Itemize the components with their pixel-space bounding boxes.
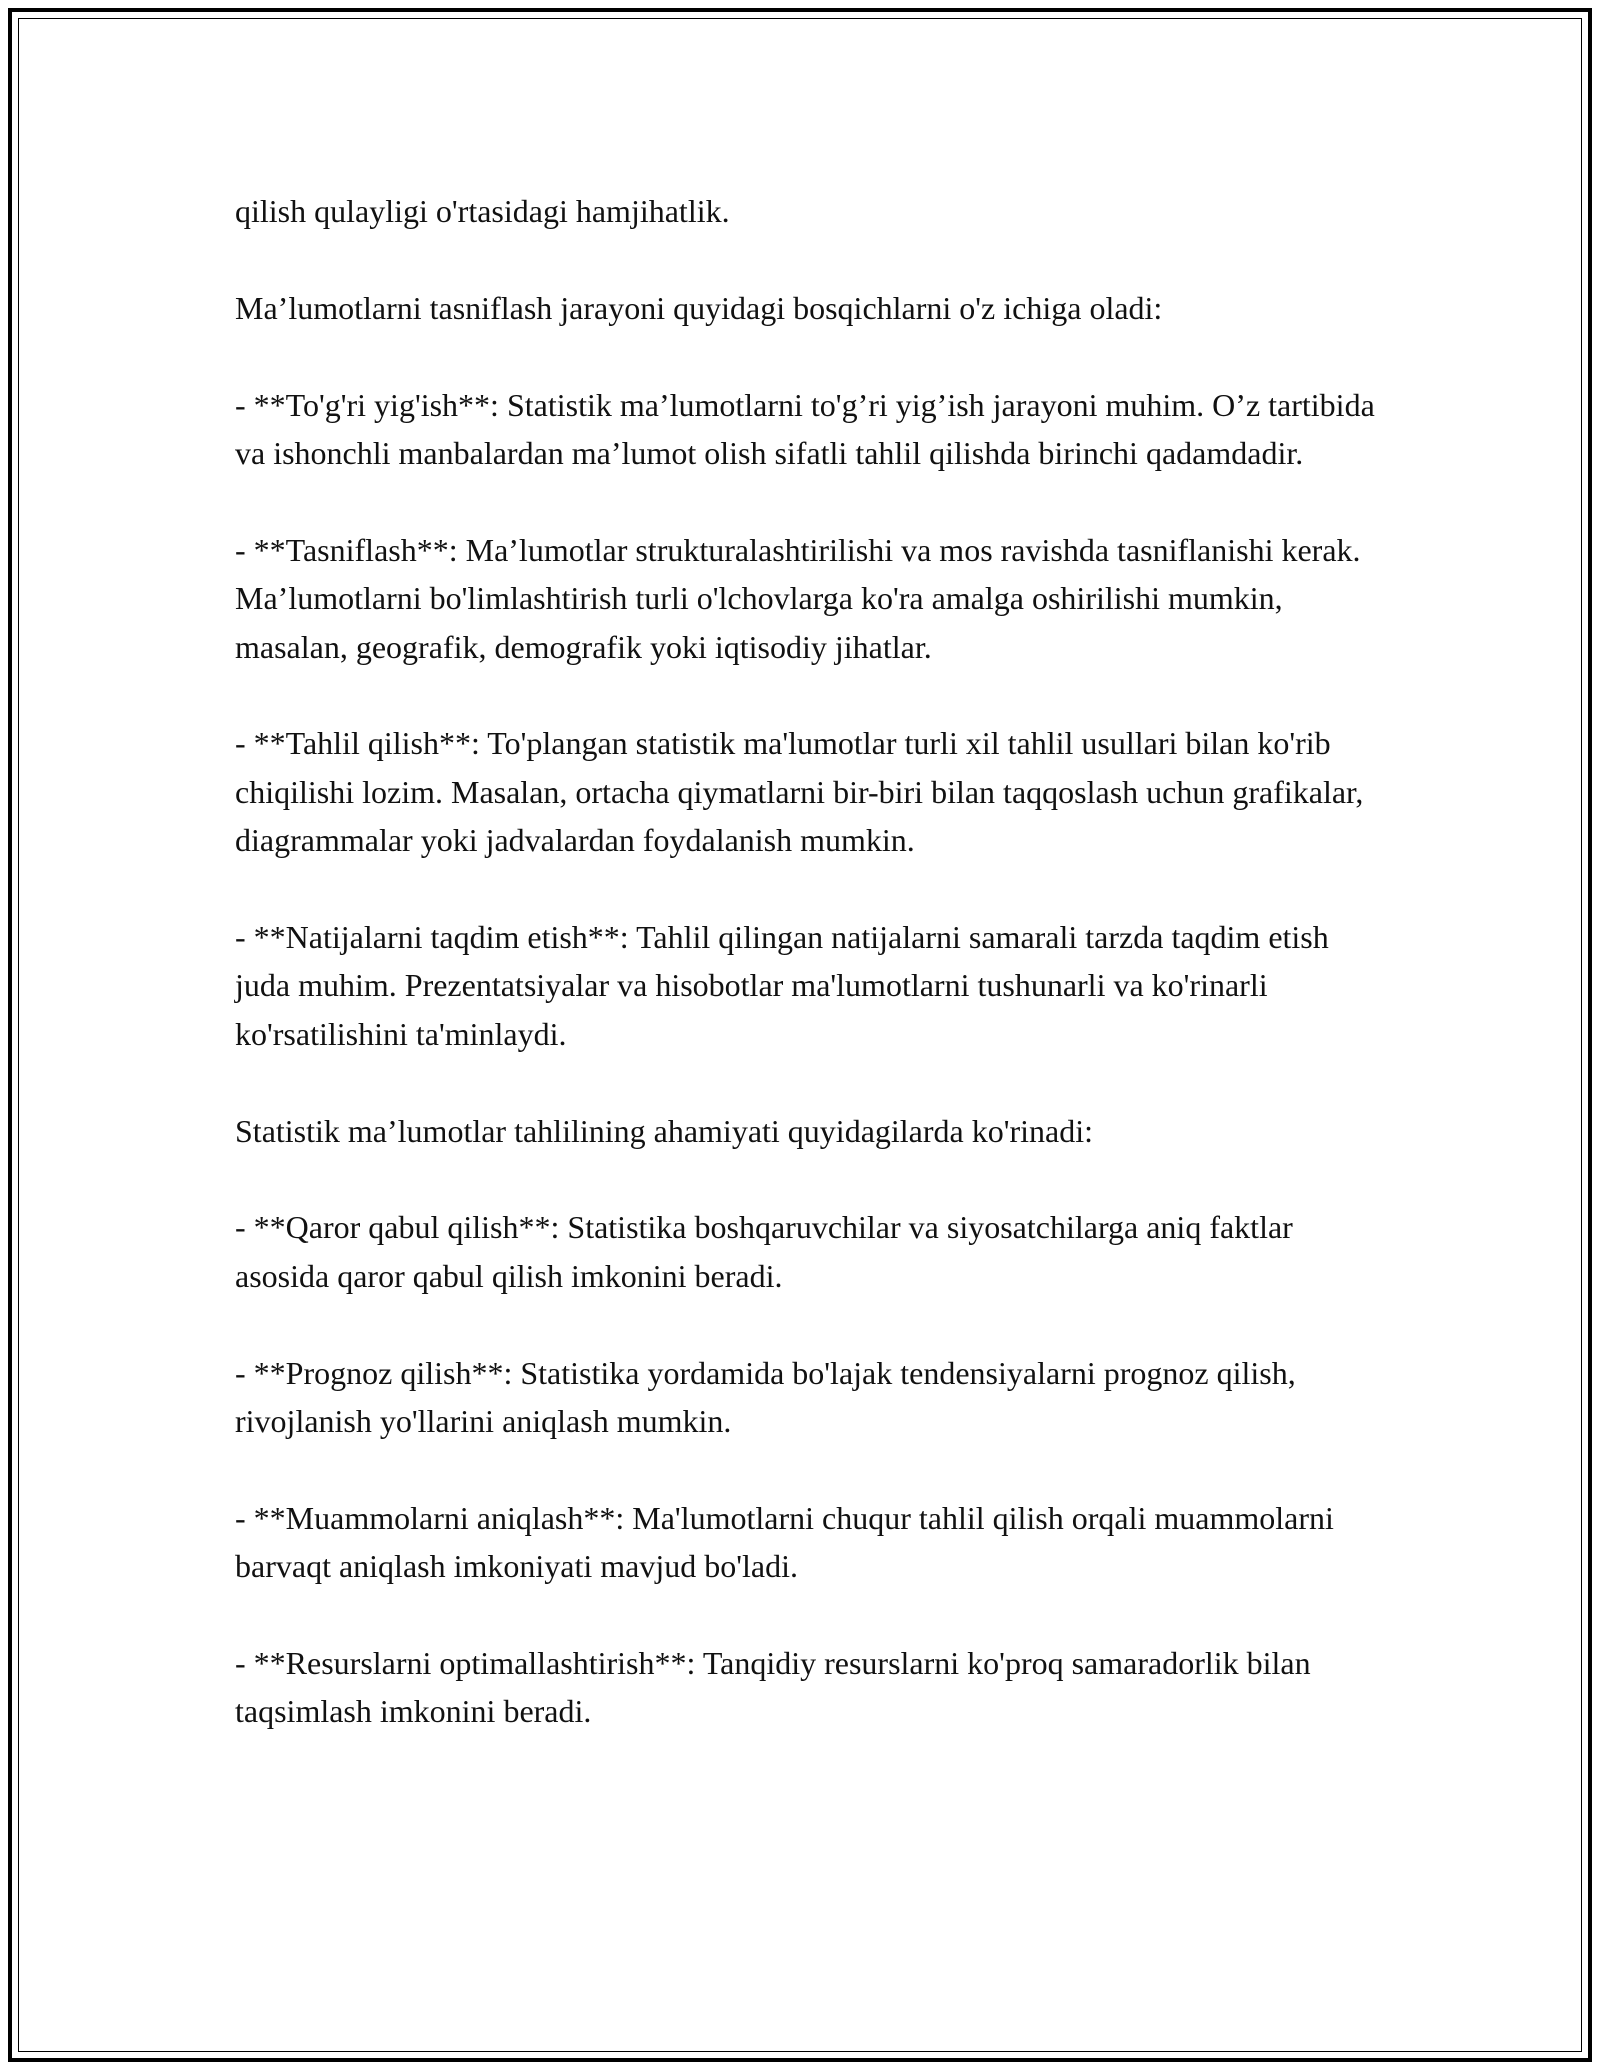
list-item-collection: - **To'g'ri yig'ish**: Statistik ma’lumotlarni to'g’ri yig’ish jarayoni muhim. O’z tartibida va ishonchli manbalardan ma’lumot olish sifatli tahlil qilishda birinchi qadamdadir. <box>235 386 1375 471</box>
document-body <box>235 187 1375 1736</box>
list-item-analysis: - **Tahlil qilish**: To'plangan statistik ma'lumotlar turli xil tahlil usullari bilan ko'rib chiqilishi lozim. Masalan, ortacha qiymatlarni bir-biri bilan taqqoslash uchun grafikalar, diagrammalar yoki jadvalardan foydalanish mumkin. <box>235 725 1364 859</box>
paragraph-importance-intro: Statistik ma’lumotlar tahlilining ahamiyati quyidagilarda ko'rinadi: <box>235 1112 1094 1149</box>
list-item-forecasting: - **Prognoz qilish**: Statistika yordamida bo'lajak tendensiyalarni prognoz qilish, rivojlanish yo'llarini aniqlash mumkin. <box>235 1354 1296 1440</box>
list-item-classification: - **Tasniflash**: Ma’lumotlar strukturalashtirilishi va mos ravishda tasniflanishi kerak. Ma’lumotlarni bo'limlashtirish turli o'lchovlarga ko'ra amalga oshirilishi mumkin, masalan, geografik, demografik yoki iqtisodiy jihatlar. <box>235 531 1361 665</box>
list-item-resource-optimization: - **Resurslarni optimallashtirish**: Tanqidiy resurslarni ko'proq samaradorlik bilan taqsimlash imkonini beradi. <box>235 1645 1311 1730</box>
list-item-decision-making: - **Qaror qabul qilish**: Statistika boshqaruvchilar va siyosatchilarga aniq faktlar asosida qaror qabul qilish imkonini beradi. <box>235 1209 1293 1294</box>
paragraph-continuation: qilish qulayligi o'rtasidagi hamjihatlik. <box>235 193 730 229</box>
list-item-presentation: - **Natijalarni taqdim etish**: Tahlil qilingan natijalarni samarali tarzda taqdim etish juda muhim. Prezentatsiyalar va hisobotlar ma'lumotlarni tushunarli va ko'rinarli ko'rsatilishini ta'minlaydi. <box>235 919 1329 1052</box>
paragraph-classification-intro: Ma’lumotlarni tasniflash jarayoni quyidagi bosqichlarni o'z ichiga oladi: <box>235 289 1163 326</box>
list-item-problem-detection: - **Muammolarni aniqlash**: Ma'lumotlarni chuqur tahlil qilish orqali muammolarni barvaqt aniqlash imkoniyati mavjud bo'ladi. <box>235 1499 1334 1585</box>
